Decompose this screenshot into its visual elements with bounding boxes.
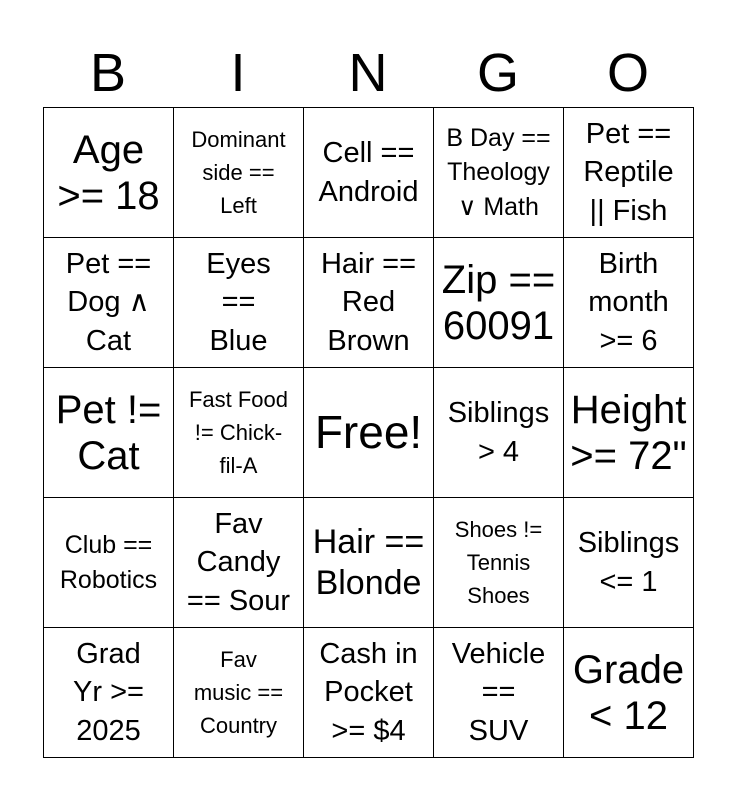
cell-label: Siblings > 4 (447, 396, 550, 468)
cell-label: Eyes == Blue (206, 247, 271, 357)
cell-label: Age >= 18 (57, 127, 160, 218)
cell-label: Dominant side == Left (191, 127, 286, 218)
cell-label: Pet == Dog ∧ Cat (65, 247, 152, 357)
cell-label: Birth month >= 6 (588, 247, 669, 357)
cell-label: Shoes != Tennis Shoes (454, 517, 543, 608)
bingo-cell[interactable] (434, 628, 564, 758)
bingo-cell[interactable] (564, 238, 694, 368)
board-row (44, 108, 694, 238)
header-letter-b: B (89, 43, 127, 103)
cell-label: Pet == Reptile || Fish (583, 117, 674, 227)
cell-label: Hair == Blonde (312, 522, 425, 602)
header-letter-i: I (230, 43, 246, 103)
bingo-board (43, 107, 694, 758)
bingo-cell[interactable] (304, 238, 434, 368)
bingo-cell[interactable] (304, 628, 434, 758)
header-letter-o: O (606, 43, 649, 103)
board-row (44, 628, 694, 758)
cell-label: Height >= 72" (570, 387, 687, 478)
board-row (44, 238, 694, 368)
bingo-cell[interactable] (564, 498, 694, 628)
cell-label: Fav Candy == Sour (186, 507, 291, 617)
header-letter-n: N (348, 43, 388, 103)
bingo-cell[interactable] (174, 238, 304, 368)
header-letter-g: G (476, 43, 519, 103)
cell-label: Cash in Pocket >= $4 (319, 637, 418, 747)
bingo-cell[interactable] (44, 628, 174, 758)
bingo-cell[interactable] (564, 628, 694, 758)
bingo-cell[interactable] (44, 368, 174, 498)
bingo-cell[interactable] (434, 108, 564, 238)
board-row (44, 498, 694, 628)
bingo-cell[interactable] (174, 108, 304, 238)
cell-label: Siblings <= 1 (577, 526, 680, 598)
bingo-free-space[interactable] (304, 368, 434, 498)
cell-label: Vehicle == SUV (451, 637, 546, 747)
cell-label: Pet != Cat (55, 387, 162, 478)
cell-label: Free! (314, 406, 423, 459)
cell-label: Zip == 60091 (441, 257, 556, 348)
bingo-cell[interactable] (564, 368, 694, 498)
bingo-cell[interactable] (434, 498, 564, 628)
bingo-cell[interactable] (434, 368, 564, 498)
bingo-cell[interactable] (174, 368, 304, 498)
bingo-cell[interactable] (174, 498, 304, 628)
bingo-header (43, 40, 693, 106)
cell-label: Club == Robotics (59, 531, 158, 594)
bingo-cell[interactable] (564, 108, 694, 238)
bingo-cell[interactable] (44, 498, 174, 628)
bingo-cell[interactable] (304, 108, 434, 238)
bingo-cell[interactable] (44, 108, 174, 238)
bingo-cell[interactable] (304, 498, 434, 628)
cell-label: Hair == Red Brown (320, 247, 417, 357)
cell-label: Grad Yr >= 2025 (73, 637, 144, 747)
bingo-cell[interactable] (434, 238, 564, 368)
bingo-cell[interactable] (44, 238, 174, 368)
board-row (44, 368, 694, 498)
cell-label: Grade < 12 (572, 647, 685, 738)
bingo-cell[interactable] (174, 628, 304, 758)
cell-label: Fast Food != Chick- fil-A (188, 387, 289, 478)
cell-label: Cell == Android (318, 136, 419, 208)
cell-label: B Day == Theology ∨ Math (446, 123, 551, 221)
cell-label: Fav music == Country (193, 647, 284, 738)
